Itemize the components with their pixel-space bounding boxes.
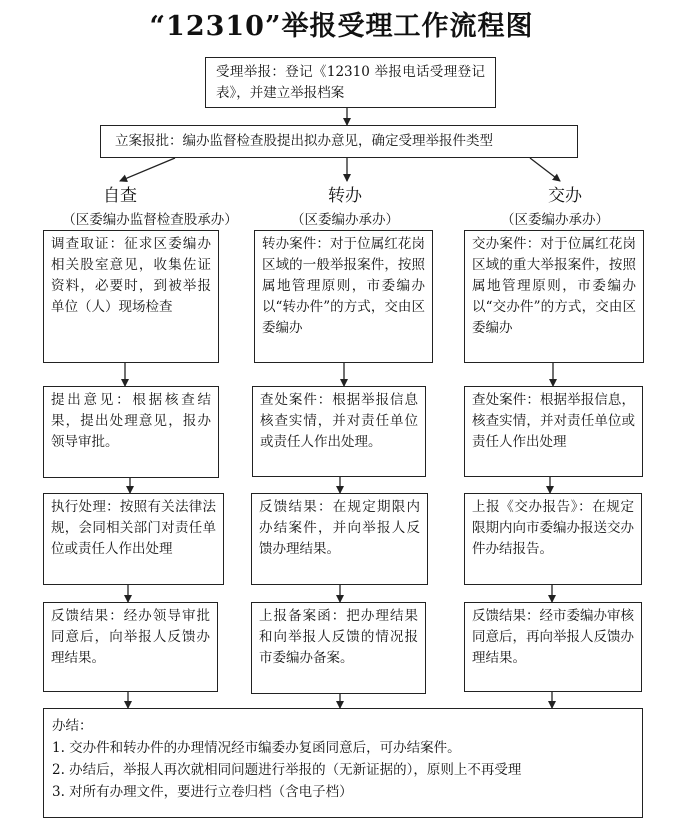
transfer-step-report: 上报备案函：把办理结果和向举报人反馈的情况报市委编办备案。 <box>251 602 426 694</box>
column-title-transfer: 转办 <box>328 186 362 206</box>
close-item: 3. 对所有办理文件，要进行立卷归档（含电子档） <box>52 784 353 800</box>
self-step-execute: 执行处理：按照有关法律法规，会同相关部门对责任单位或责任人作出处理 <box>43 493 224 585</box>
transfer-step-feedback: 反馈结果：在规定期限内办结案件，并向举报人反馈办理结果。 <box>251 493 428 585</box>
page-title: “12310”举报受理工作流程图 <box>149 11 534 42</box>
close-heading: 办结： <box>52 718 93 734</box>
column-title-assign: 交办 <box>548 186 582 206</box>
column-title-self: 自查 <box>103 186 137 206</box>
arrow-file-to-self <box>120 158 175 181</box>
close-item: 1. 交办件和转办件的办理情况经市编委办复函同意后，可办结案件。 <box>52 740 461 756</box>
column-org-transfer: （区委编办承办） <box>291 212 399 228</box>
column-org-assign: （区委编办承办） <box>501 212 609 228</box>
self-step-opinion: 提出意见：根据核查结果，提出处理意见，报办领导审批。 <box>43 386 219 478</box>
self-step-feedback: 反馈结果：经办领导审批同意后，向举报人反馈办理结果。 <box>43 602 218 692</box>
assign-step-case: 交办案件：对于位属红花岗区域的重大举报案件，按照属地管理原则，市委编办以“交办件”的方式，交由区委编办 <box>464 230 644 363</box>
transfer-step-case: 转办案件：对于位属红花岗区域的一般举报案件，按照属地管理原则，市委编办以“转办件”的方式，交由区委编办 <box>254 230 433 363</box>
assign-step-report: 上报《交办报告》：在规定限期内向市委编办报送交办件办结报告。 <box>464 493 642 585</box>
transfer-step-handle: 查处案件：根据举报信息核查实情，并对责任单位或责任人作出处理。 <box>252 386 426 477</box>
file-approval-box: 立案报批：编办监督检查股提出拟办意见，确定受理举报件类型 <box>100 125 578 158</box>
close-item: 2. 办结后，举报人再次就相同问题进行举报的（无新证据的），原则上不再受理 <box>52 762 522 778</box>
close-case-box <box>43 708 643 818</box>
arrow-file-to-assign <box>530 158 560 181</box>
assign-step-feedback: 反馈结果：经市委编办审核同意后，再向举报人反馈办理结果。 <box>464 602 642 692</box>
self-step-investigate: 调查取证：征求区委编办相关股室意见，收集佐证资料，必要时，到被举报单位（人）现场检查 <box>43 230 219 363</box>
assign-step-handle: 查处案件：根据举报信息，核查实情，并对责任单位或责任人作出处理 <box>464 386 643 477</box>
column-org-self: （区委编办监督检查股承办） <box>62 212 238 228</box>
accept-report-box: 受理举报：登记《12310 举报电话受理登记表》，并建立举报档案 <box>205 57 496 108</box>
